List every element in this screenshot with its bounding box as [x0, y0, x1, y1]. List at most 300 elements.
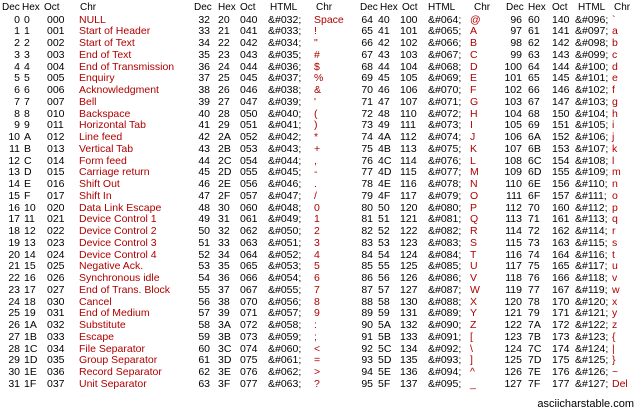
- value-cell: 61: [528, 25, 540, 38]
- value-cell: 58: [198, 319, 210, 331]
- char-cell: #: [314, 48, 320, 61]
- value-cell: &#111;: [575, 189, 607, 202]
- value-cell: 73: [361, 119, 373, 132]
- value-cell: 76: [528, 272, 540, 284]
- value-cell: 1F: [24, 377, 37, 390]
- value-cell: 51: [378, 213, 390, 226]
- char-cell: Device Control 2: [79, 225, 157, 237]
- table-row: [0, 62, 640, 73]
- value-cell: &#064;: [428, 13, 462, 26]
- value-cell: 016: [47, 178, 65, 190]
- value-cell: 074: [240, 342, 258, 355]
- value-cell: 8: [14, 107, 20, 120]
- value-cell: 156: [552, 178, 570, 190]
- char-cell: k: [612, 142, 618, 155]
- value-cell: &#060;: [268, 342, 302, 355]
- value-cell: 18: [8, 225, 20, 237]
- value-cell: 19: [24, 307, 36, 320]
- value-cell: 003: [47, 48, 65, 61]
- value-cell: 170: [552, 295, 570, 308]
- value-cell: 36: [218, 272, 230, 284]
- value-cell: 120: [400, 201, 418, 214]
- value-cell: 022: [47, 225, 65, 237]
- char-cell: Synchronous idle: [79, 272, 160, 284]
- char-cell: b: [612, 37, 618, 49]
- value-cell: 41: [198, 119, 210, 132]
- char-cell: z: [612, 319, 618, 331]
- value-cell: 106: [504, 131, 522, 143]
- value-cell: 34: [218, 248, 230, 261]
- value-cell: 36: [198, 60, 210, 73]
- char-cell: Group Separator: [79, 354, 158, 367]
- value-cell: 52: [198, 248, 210, 261]
- value-cell: &#065;: [428, 25, 462, 38]
- char-cell: ): [314, 119, 318, 132]
- value-cell: 112: [505, 201, 522, 214]
- value-cell: 44: [378, 60, 390, 73]
- char-cell: Device Control 4: [79, 248, 157, 261]
- value-cell: &#091;: [428, 330, 462, 343]
- char-cell: Start of Text: [79, 37, 135, 49]
- value-cell: 43: [198, 142, 210, 155]
- char-cell: I: [470, 119, 473, 132]
- value-cell: 176: [552, 366, 570, 378]
- char-cell: v: [612, 272, 618, 284]
- char-cell: Unit Separator: [79, 377, 147, 390]
- char-cell: End of Text: [79, 48, 132, 61]
- value-cell: 7B: [528, 330, 541, 343]
- char-cell: E: [470, 72, 478, 85]
- table-header: [0, 2, 640, 13]
- header-cell: HTML: [270, 2, 298, 13]
- value-cell: 5B: [378, 330, 391, 343]
- value-cell: 72: [528, 225, 540, 237]
- table-row: [0, 15, 640, 26]
- value-cell: 42: [198, 131, 210, 143]
- value-cell: 6B: [528, 142, 541, 155]
- value-cell: 9: [14, 119, 20, 132]
- table-row: [0, 250, 640, 261]
- char-cell: i: [612, 119, 615, 132]
- char-cell: a: [612, 25, 618, 38]
- table-row: [0, 320, 640, 331]
- value-cell: 105: [400, 72, 418, 85]
- table-row: [0, 38, 640, 49]
- value-cell: &#053;: [268, 260, 302, 273]
- value-cell: &#045;: [268, 166, 302, 179]
- char-cell: J: [470, 131, 476, 143]
- value-cell: 3B: [218, 330, 231, 343]
- value-cell: 12: [8, 154, 20, 167]
- value-cell: 040: [240, 13, 258, 26]
- table-row: [0, 285, 640, 296]
- value-cell: 94: [361, 366, 373, 378]
- value-cell: 037: [47, 377, 65, 390]
- value-cell: &#035;: [268, 48, 302, 61]
- value-cell: 2F: [218, 189, 231, 202]
- value-cell: 88: [361, 295, 373, 308]
- value-cell: 111: [506, 189, 522, 202]
- value-cell: &#090;: [428, 319, 462, 331]
- value-cell: 125: [400, 260, 418, 273]
- site-credit: asciicharstable.com: [537, 398, 634, 410]
- value-cell: 3E: [218, 366, 231, 378]
- value-cell: 92: [361, 342, 373, 355]
- value-cell: 166: [552, 272, 570, 284]
- value-cell: 57: [378, 283, 390, 296]
- value-cell: 110: [505, 178, 522, 190]
- value-cell: 90: [361, 319, 373, 331]
- value-cell: 77: [361, 166, 373, 179]
- char-cell: X: [470, 295, 478, 308]
- value-cell: 112: [400, 131, 417, 143]
- table-row: [0, 226, 640, 237]
- value-cell: 56: [198, 295, 210, 308]
- value-cell: 74: [528, 248, 540, 261]
- char-cell: [: [470, 330, 473, 343]
- value-cell: 1B: [24, 330, 37, 343]
- value-cell: B: [24, 142, 32, 155]
- char-cell: !: [314, 25, 317, 38]
- char-cell: Backspace: [79, 107, 131, 120]
- value-cell: 39: [218, 307, 230, 320]
- value-cell: 142: [552, 37, 570, 49]
- value-cell: C: [24, 154, 32, 167]
- value-cell: 121: [504, 307, 522, 320]
- value-cell: 044: [240, 60, 258, 73]
- value-cell: &#087;: [428, 283, 462, 296]
- value-cell: 2B: [218, 142, 231, 155]
- value-cell: 37: [198, 72, 210, 85]
- value-cell: 80: [361, 201, 373, 214]
- value-cell: 146: [552, 84, 570, 96]
- value-cell: &#116;: [575, 248, 608, 261]
- value-cell: 140: [552, 13, 570, 26]
- char-cell: Form feed: [79, 154, 127, 167]
- char-cell: Device Control 1: [79, 213, 157, 226]
- value-cell: 53: [378, 236, 390, 249]
- value-cell: 102: [504, 84, 522, 96]
- char-cell: f: [612, 84, 615, 96]
- value-cell: &#034;: [268, 37, 302, 49]
- value-cell: 7: [24, 95, 30, 108]
- value-cell: 49: [378, 119, 390, 132]
- value-cell: 172: [552, 319, 570, 331]
- char-cell: O: [470, 189, 479, 202]
- value-cell: &#096;: [575, 13, 609, 26]
- value-cell: 035: [47, 354, 65, 367]
- value-cell: &#076;: [428, 154, 462, 167]
- value-cell: &#093;: [428, 354, 462, 367]
- value-cell: &#040;: [268, 107, 302, 120]
- value-cell: 7D: [528, 354, 542, 367]
- value-cell: 57: [198, 307, 210, 320]
- value-cell: 151: [552, 119, 570, 132]
- value-cell: 1: [24, 25, 30, 38]
- value-cell: 116: [400, 178, 417, 190]
- value-cell: &#073;: [428, 119, 462, 132]
- value-cell: 155: [552, 166, 570, 179]
- value-cell: 071: [240, 307, 258, 320]
- value-cell: 1D: [24, 354, 38, 367]
- char-cell: S: [470, 236, 478, 249]
- value-cell: 38: [198, 84, 210, 96]
- value-cell: 68: [528, 107, 540, 120]
- value-cell: 137: [400, 377, 418, 390]
- value-cell: &#085;: [428, 260, 462, 273]
- value-cell: 4D: [378, 166, 392, 179]
- value-cell: 024: [47, 248, 65, 261]
- value-cell: 89: [361, 307, 373, 320]
- value-cell: F: [24, 189, 31, 202]
- value-cell: 157: [552, 189, 570, 202]
- value-cell: 124: [504, 342, 522, 355]
- value-cell: 1E: [24, 366, 37, 378]
- value-cell: 42: [378, 37, 390, 49]
- char-cell: Bell: [79, 95, 97, 108]
- value-cell: 015: [47, 166, 65, 179]
- table-row: [0, 344, 640, 355]
- value-cell: 35: [198, 48, 210, 61]
- value-cell: &#097;: [575, 25, 609, 38]
- value-cell: &#044;: [268, 154, 302, 167]
- value-cell: 010: [47, 107, 65, 120]
- char-cell: 5: [314, 260, 320, 273]
- value-cell: 5E: [378, 366, 391, 378]
- value-cell: 175: [552, 354, 570, 367]
- char-cell: u: [612, 260, 618, 273]
- value-cell: 4F: [378, 189, 391, 202]
- value-cell: 141: [552, 25, 570, 38]
- value-cell: 121: [400, 213, 418, 226]
- char-cell: l: [612, 154, 615, 167]
- table-row: [0, 297, 640, 308]
- value-cell: 29: [218, 119, 230, 132]
- char-cell: 1: [314, 213, 320, 226]
- value-cell: 066: [240, 272, 258, 284]
- char-cell: t: [612, 248, 615, 261]
- value-cell: 31: [218, 213, 230, 226]
- value-cell: 9: [24, 119, 30, 132]
- value-cell: 160: [552, 201, 570, 214]
- value-cell: &#102;: [575, 84, 609, 96]
- value-cell: 40: [198, 107, 210, 120]
- value-cell: &#063;: [268, 377, 302, 390]
- char-cell: ,: [314, 154, 317, 167]
- value-cell: 2C: [218, 154, 232, 167]
- value-cell: 100: [504, 60, 522, 73]
- value-cell: 28: [218, 107, 230, 120]
- value-cell: 37: [218, 283, 230, 296]
- value-cell: D: [24, 166, 32, 179]
- value-cell: 163: [552, 236, 570, 249]
- char-cell: Vertical Tab: [79, 142, 134, 155]
- value-cell: &#072;: [428, 107, 462, 120]
- value-cell: &#055;: [268, 283, 302, 296]
- value-cell: 70: [361, 84, 373, 96]
- value-cell: &#112;: [575, 201, 608, 214]
- value-cell: 4C: [378, 154, 392, 167]
- value-cell: 47: [198, 189, 210, 202]
- char-cell: Del: [612, 377, 628, 390]
- table-row: [0, 379, 640, 390]
- value-cell: 41: [378, 25, 390, 38]
- value-cell: &#108;: [575, 154, 609, 167]
- char-cell: ^: [470, 366, 475, 378]
- value-cell: 025: [47, 260, 65, 273]
- value-cell: &#110;: [575, 178, 608, 190]
- value-cell: 034: [47, 342, 65, 355]
- char-cell: -: [314, 166, 318, 179]
- value-cell: 104: [504, 107, 522, 120]
- value-cell: 125: [504, 354, 522, 367]
- value-cell: 3A: [218, 319, 231, 331]
- value-cell: &#043;: [268, 142, 302, 155]
- value-cell: 122: [400, 225, 418, 237]
- value-cell: 020: [47, 201, 65, 214]
- value-cell: 004: [47, 60, 65, 73]
- value-cell: 041: [240, 25, 258, 38]
- char-cell: M: [470, 166, 479, 179]
- value-cell: 126: [400, 272, 418, 284]
- value-cell: 130: [400, 295, 418, 308]
- value-cell: &#094;: [428, 366, 462, 378]
- value-cell: 073: [240, 330, 258, 343]
- value-cell: 17: [8, 213, 20, 226]
- value-cell: 8: [24, 107, 30, 120]
- value-cell: &#104;: [575, 107, 609, 120]
- value-cell: 115: [400, 166, 417, 179]
- char-cell: w: [612, 283, 620, 296]
- value-cell: &#081;: [428, 213, 462, 226]
- value-cell: 6F: [528, 189, 541, 202]
- char-cell: A: [470, 25, 478, 38]
- header-cell: Hex: [22, 2, 40, 13]
- value-cell: 50: [378, 201, 390, 214]
- value-cell: 69: [528, 119, 540, 132]
- value-cell: &#082;: [428, 225, 462, 237]
- header-cell: Oct: [402, 2, 418, 13]
- value-cell: 031: [47, 307, 65, 320]
- value-cell: 97: [510, 25, 522, 38]
- value-cell: 46: [378, 84, 390, 96]
- char-cell: Start of Header: [79, 25, 151, 38]
- value-cell: 115: [505, 236, 522, 249]
- char-cell: =: [314, 354, 321, 367]
- value-cell: &#039;: [268, 95, 302, 108]
- char-cell: +: [314, 142, 321, 155]
- char-cell: d: [612, 60, 618, 73]
- value-cell: 103: [504, 95, 522, 108]
- value-cell: 10: [24, 201, 36, 214]
- table-row: [0, 214, 640, 225]
- char-cell: c: [612, 48, 618, 61]
- value-cell: 59: [378, 307, 390, 320]
- value-cell: 27: [218, 95, 230, 108]
- value-cell: 75: [528, 260, 540, 273]
- value-cell: &#032;: [268, 13, 302, 26]
- value-cell: 055: [240, 166, 258, 179]
- value-cell: 0: [24, 13, 30, 26]
- value-cell: A: [24, 131, 32, 143]
- value-cell: 72: [361, 107, 373, 120]
- value-cell: 18: [24, 295, 36, 308]
- value-cell: 51: [198, 236, 210, 249]
- char-cell: (: [314, 107, 318, 120]
- value-cell: 4A: [378, 131, 391, 143]
- char-cell: G: [470, 95, 479, 108]
- header-cell: Dec: [194, 2, 212, 13]
- value-cell: 105: [504, 119, 522, 132]
- value-cell: 2: [24, 37, 30, 49]
- value-cell: &#042;: [268, 131, 302, 143]
- header-cell: Dec: [506, 2, 524, 13]
- value-cell: 39: [198, 95, 210, 108]
- char-cell: R: [470, 225, 478, 237]
- char-cell: Data Link Escape: [79, 201, 162, 214]
- value-cell: 71: [361, 95, 373, 108]
- char-cell: e: [612, 72, 618, 85]
- value-cell: 162: [552, 225, 570, 237]
- value-cell: 036: [47, 366, 65, 378]
- char-cell: Shift Out: [79, 178, 120, 190]
- value-cell: 4B: [378, 142, 391, 155]
- char-cell: g: [612, 95, 618, 108]
- value-cell: 119: [505, 283, 522, 296]
- value-cell: &#033;: [268, 25, 302, 38]
- value-cell: 064: [240, 248, 258, 261]
- value-cell: 2D: [218, 166, 232, 179]
- value-cell: &#124;: [575, 342, 609, 355]
- value-cell: 31: [8, 377, 20, 390]
- value-cell: &#123;: [575, 330, 609, 343]
- value-cell: 16: [8, 201, 20, 214]
- header-cell: Hex: [528, 2, 546, 13]
- value-cell: 33: [218, 236, 230, 249]
- value-cell: 49: [198, 213, 210, 226]
- value-cell: &#077;: [428, 166, 462, 179]
- value-cell: &#099;: [575, 48, 609, 61]
- char-cell: %: [314, 72, 324, 85]
- char-cell: Y: [470, 307, 478, 320]
- value-cell: &#071;: [428, 95, 462, 108]
- value-cell: &#046;: [268, 178, 302, 190]
- value-cell: 107: [400, 95, 418, 108]
- char-cell: K: [470, 142, 478, 155]
- value-cell: 54: [198, 272, 210, 284]
- value-cell: &#056;: [268, 295, 302, 308]
- value-cell: &#101;: [575, 72, 609, 85]
- value-cell: &#119;: [575, 283, 608, 296]
- value-cell: 23: [218, 48, 230, 61]
- value-cell: 3C: [218, 342, 232, 355]
- value-cell: 47: [378, 95, 390, 108]
- value-cell: 45: [198, 166, 210, 179]
- value-cell: 133: [400, 330, 418, 343]
- value-cell: 15: [8, 189, 20, 202]
- value-cell: 106: [400, 84, 418, 96]
- value-cell: 45: [378, 72, 390, 85]
- value-cell: 1A: [24, 319, 37, 331]
- value-cell: 98: [510, 37, 522, 49]
- value-cell: 7: [14, 95, 20, 108]
- value-cell: 16: [24, 272, 36, 284]
- value-cell: 134: [400, 342, 418, 355]
- value-cell: &#122;: [575, 319, 609, 331]
- char-cell: ': [314, 95, 317, 108]
- char-cell: Acknowledgment: [79, 84, 159, 96]
- value-cell: 13: [8, 166, 20, 179]
